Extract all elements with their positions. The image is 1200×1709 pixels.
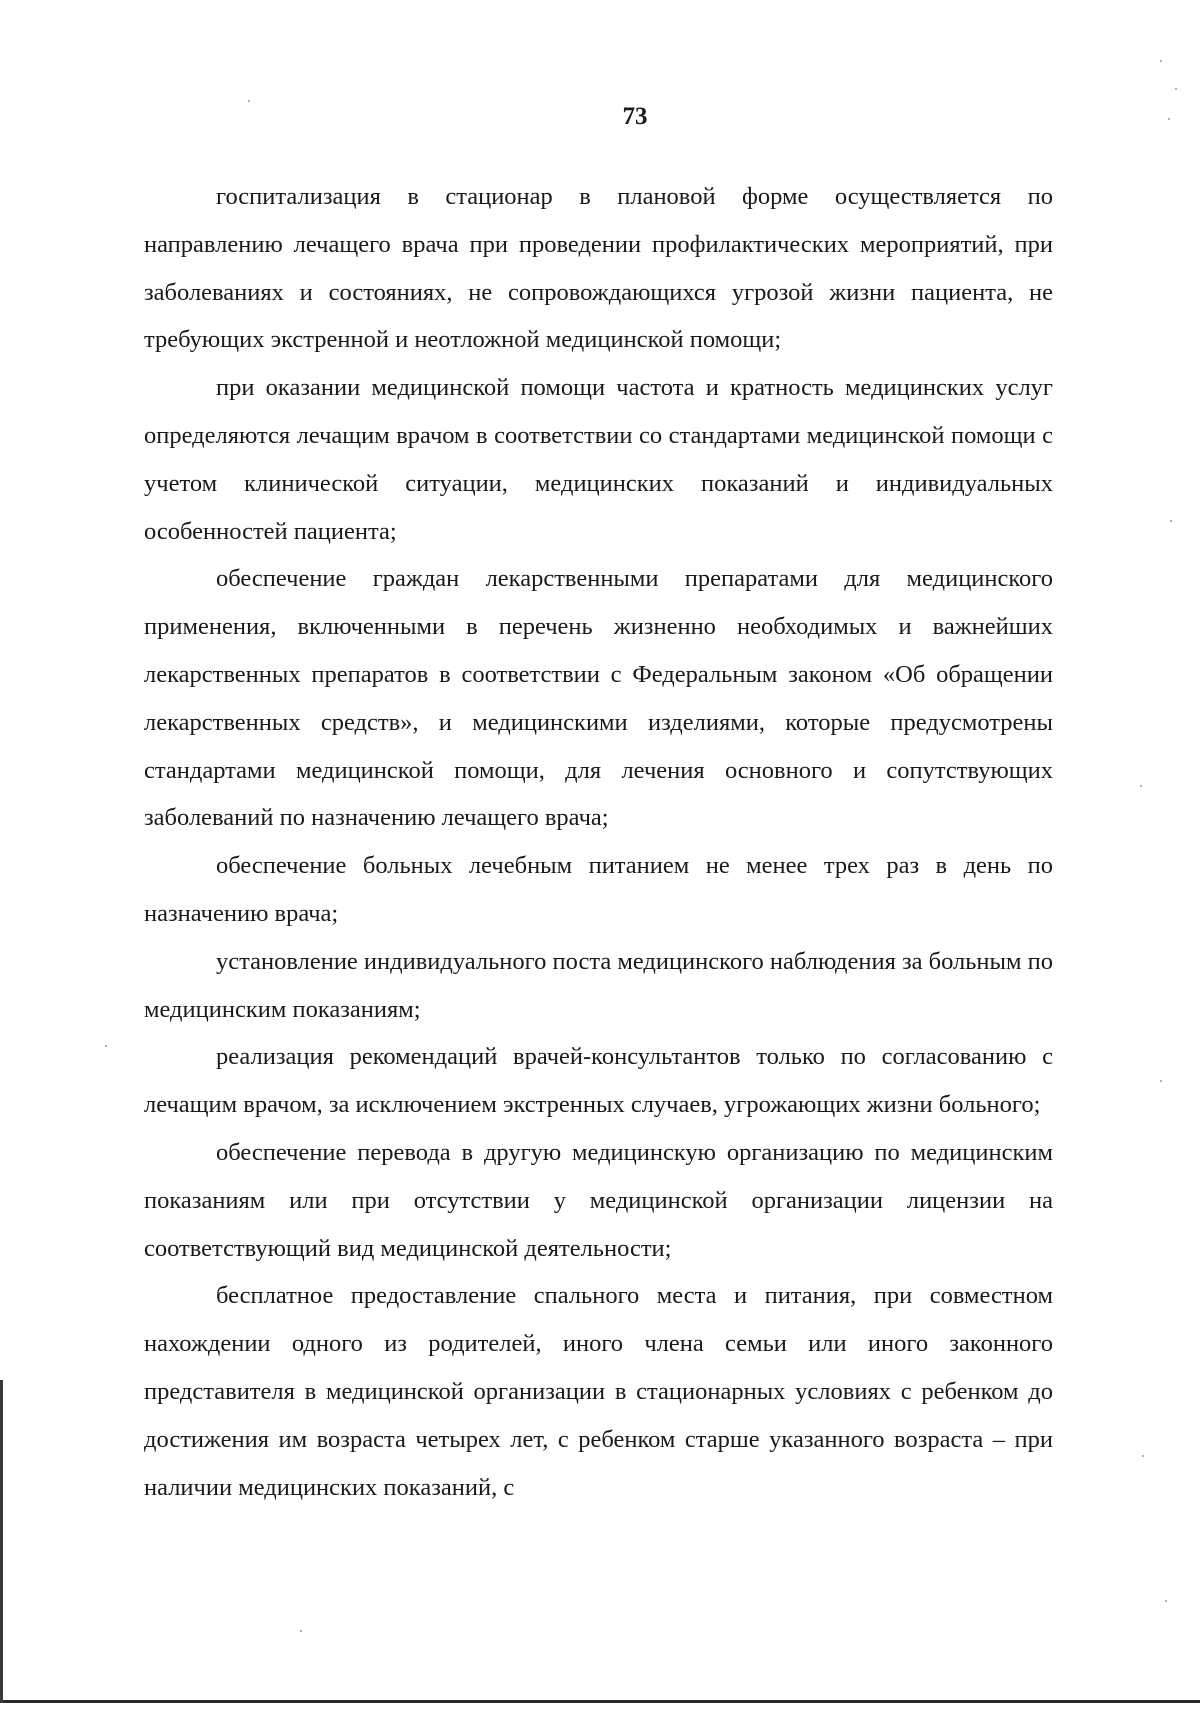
paragraph-nutrition: обеспечение больных лечебным питанием не менее трех раз в день по назначению врача;: [144, 852, 1053, 927]
scan-speck: [1142, 1455, 1144, 1457]
body-text: [144, 173, 1053, 1511]
paragraph-transfer: обеспечение перевода в другую медицинскую организацию по медицинским показаниям или при отсутствии у медицинской организации лицензии на соответствующий вид медицинской деятельности;: [144, 1138, 1053, 1262]
scan-speck: [1170, 520, 1172, 522]
paragraph-parent-accommodation: бесплатное предоставление спального места и питания, при совместном нахождении одного из родителей, иного члена семьи или иного законного представителя в медицинской организации в стационарных условиях с ребенком до достижения им возраста четырех лет, с ребенком старше указанного возраста – при наличии медицинских показаний, с: [144, 1282, 1053, 1501]
scan-speck: [1160, 1080, 1162, 1082]
scan-speck: [248, 100, 250, 102]
scan-speck: [1140, 785, 1142, 787]
scan-speck: [1165, 1600, 1167, 1602]
scan-speck: [1175, 88, 1177, 90]
scan-speck: [1168, 118, 1170, 120]
paragraph-hospitalization: госпитализация в стационар в плановой форме осуществляется по направлению лечащего врача при проведении профилактических мероприятий, при заболеваниях и состояниях, не сопровождающихся угрозой жизни пациента, не требующих экстренной и неотложной медицинской помощи;: [144, 183, 1053, 354]
scan-speck: [1160, 60, 1162, 62]
paragraph-observation-post: установление индивидуального поста медицинского наблюдения за больным по медицинским показаниям;: [144, 947, 1053, 1023]
scan-speck: [105, 1045, 107, 1047]
scan-speck: [300, 1630, 302, 1632]
scan-border-bottom: [0, 1700, 1200, 1703]
paragraph-consultant-recommendations: реализация рекомендаций врачей-консультантов только по согласованию с лечащим врачом, за исключением экстренных случаев, угрожающих жизни больного;: [144, 1043, 1053, 1119]
page-number: 73: [622, 103, 648, 130]
scan-border-left: [0, 1380, 3, 1703]
paragraph-drug-provision: обеспечение граждан лекарственными препаратами для медицинского применения, включенными в перечень жизненно необходимых и важнейших лекарственных препаратов в соответствии с Федеральным законом «Об обращении лекарственных средств», и медицинскими изделиями, которые предусмотрены стандартами медицинской помощи, для лечения основного и сопутствующих заболеваний по назначению лечащего врача;: [144, 565, 1053, 832]
paragraph-service-frequency: при оказании медицинской помощи частота и кратность медицинских услуг определяются лечащим врачом в соответствии со стандартами медицинской помощи с учетом клинической ситуации, медицинских показаний и индивидуальных особенностей пациента;: [144, 374, 1053, 545]
